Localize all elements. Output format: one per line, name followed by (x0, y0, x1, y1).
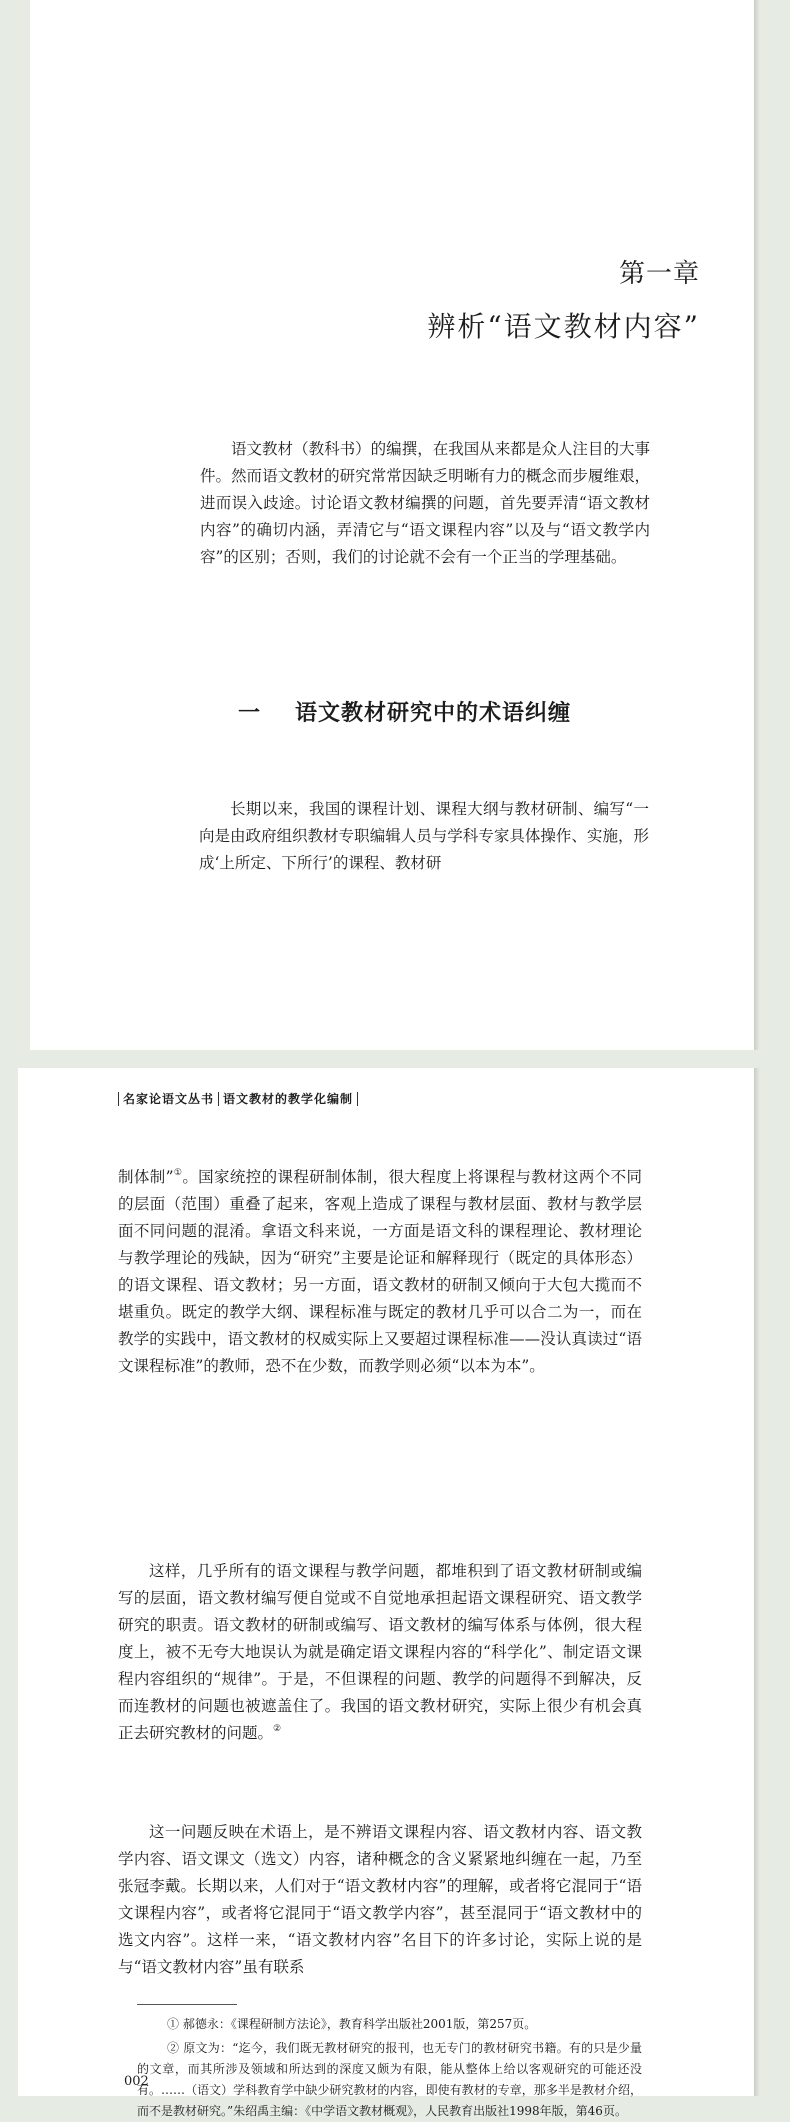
running-head (118, 1090, 358, 1107)
page-number: 002 (124, 2074, 149, 2089)
paragraph-text: 这样，几乎所有的语文课程与教学问题，都堆积到了语文教材研制或编写的层面，语文教材编写便自觉或不自觉地承担起语文课程研究、语文教学研究的职责。语文教材的研制或编写、语文教材的编写体系与体例，很大程度上，被不无夸大地误认为就是确定语文课程内容的“科学化”、制定语文课程内容组织的“规律”。于是，不但课程的问题、教学的问题得不到解决，反而连教材的问题也被遮盖住了。我国的语文教材研究，实际上很少有机会真正去研究教材的问题。 (118, 1562, 642, 1742)
section-title: 语文教材研究中的术语纠缠 (295, 700, 572, 726)
page-edge-shadow (754, 1068, 760, 2096)
footnote: ② 原文为：“迄今，我们既无教材研究的报刊，也无专门的教材研究书籍。有的只是少量的文章，而其所涉及领域和所达到的深度又颇为有限，能从整体上给以客观研究的可能还没有。……（语文）学科教育学中缺少研究教材的内容，即使有教材的专章，那多半是教材介绍，而不是教材研究。”朱绍禹主编：《中学语文教材概观》，人民教育出版社1998年版，第46页。 (137, 2041, 642, 2118)
body-paragraph: 长期以来，我国的课程计划、课程大纲与教材研制、编写“一向是由政府组织教材专职编辑人员与学科专家具体操作、实施，形成‘上所定、下所行’的课程、教材研 (199, 800, 649, 872)
footnote: ① 郝德永：《课程研制方法论》，教育科学出版社2001版，第257页。 (167, 2017, 537, 2031)
paragraph-text: 制体制” (118, 1168, 174, 1186)
intro-paragraph: 语文教材（教科书）的编撰，在我国从来都是众人注目的大事件。然而语文教材的研究常常因缺乏明晰有力的概念而步履维艰，进而误入歧途。讨论语文教材编撰的问题，首先要弄清“语文教材内容”的确切内涵，弄清它与“语文课程内容”以及与“语文教学内容”的区别；否则，我们的讨论就不会有一个正当的学理基础。 (200, 440, 650, 566)
body-paragraph (118, 1558, 642, 1747)
section-heading (238, 696, 571, 727)
chapter-title: 辨析“语文教材内容” (427, 310, 700, 343)
body-paragraph: 这一问题反映在术语上，是不辨语文课程内容、语文教材内容、语文教学内容、语文课文（选文）内容，诸种概念的含义紧紧地纠缠在一起，乃至张冠李戴。长期以来，人们对于“语文教材内容”的理解，或者将它混同于“语文课程内容”，或者将它混同于“语文教学内容”，甚至混同于“语文教材中的选文内容”。这样一来，“语文教材内容”名目下的许多讨论，实际上说的是与“语文教材内容”虽有联系 (118, 1823, 642, 1976)
page-edge-shadow (754, 0, 760, 1050)
section-number: 一 (238, 700, 262, 726)
footnote-marker: ② (273, 1724, 282, 1734)
footnote-rule (137, 2004, 237, 2005)
series-name: 名家论语文丛书 (118, 1092, 218, 1106)
paragraph-text: 。国家统控的课程研制体制，很大程度上将课程与教材这两个不同的层面（范围）重叠了起来，客观上造成了课程与教材层面、教材与教学层面不同问题的混淆。拿语文科来说，一方面是语文科的课程理论、教材理论与教学理论的残缺，因为“研究”主要是论证和解释现行（既定的具体形态）的语文课程、语文教材；另一方面，语文教材的研制又倾向于大包大揽而不堪重负。既定的教学大纲、课程标准与既定的教材几乎可以合二为一，而在教学的实践中，语文教材的权威实际上又要超过课程标准——没认真读过“语文课程标准”的教师，恐不在少数，而教学则必须“以本为本”。 (118, 1168, 642, 1375)
chapter-number: 第一章 (618, 259, 700, 289)
book-title: 语文教材的教学化编制 (218, 1092, 358, 1106)
footnote-marker: ① (173, 1168, 183, 1178)
body-paragraph (118, 1164, 642, 1380)
